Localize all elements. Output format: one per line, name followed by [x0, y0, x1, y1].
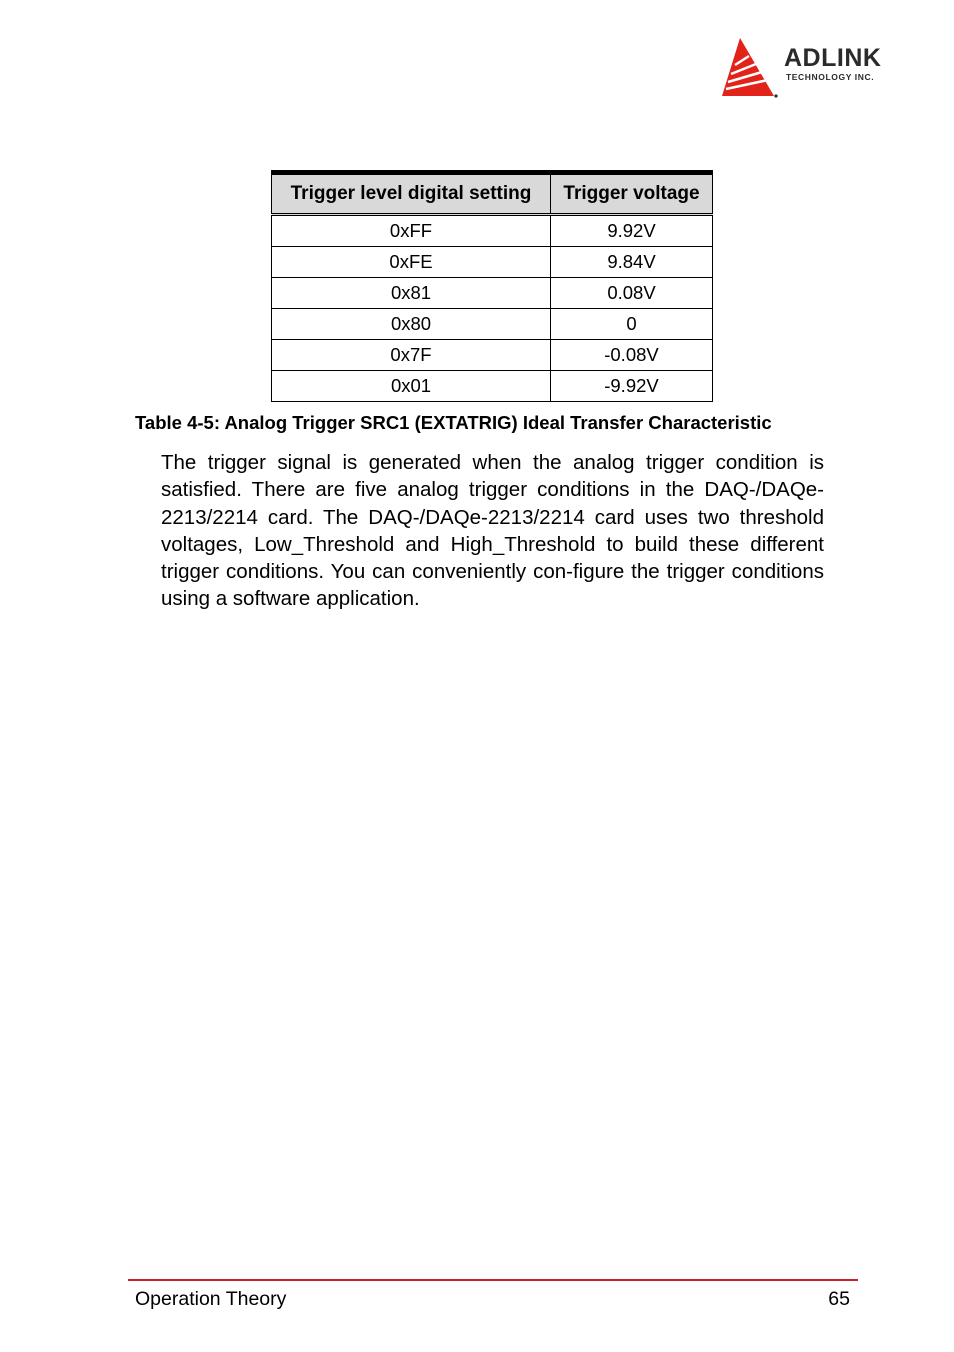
trigger-voltage-cell: 9.92V [551, 215, 713, 247]
trigger-voltage-cell: -9.92V [551, 371, 713, 402]
footer-page-number: 65 [828, 1288, 850, 1310]
table-row [272, 278, 713, 309]
trigger-voltage-cell: -0.08V [551, 340, 713, 371]
logo-subtitle: TECHNOLOGY INC. [786, 72, 875, 82]
adlink-logo [718, 36, 914, 100]
body-paragraph: The trigger signal is generated when the analog trigger condition is satisfied. There are five analog trigger conditions in the DAQ-/DAQe-2213/2214 card. The DAQ-/DAQe-2213/2214 card uses two threshold voltages, Low_Threshold and High_Threshold to build these different trigger conditions. You can conveniently con-figure the trigger conditions using a software application. [161, 451, 824, 611]
trigger-level-table [271, 170, 713, 402]
footer-section-title: Operation Theory [135, 1288, 287, 1310]
digital-setting-cell: 0xFF [272, 215, 551, 247]
column-header-digital-setting: Trigger level digital setting [272, 173, 551, 215]
table-header-row [272, 173, 713, 215]
trigger-voltage-cell: 0 [551, 309, 713, 340]
digital-setting-cell: 0x01 [272, 371, 551, 402]
table-row [272, 215, 713, 247]
trigger-voltage-cell: 9.84V [551, 247, 713, 278]
table-caption: Table 4-5: Analog Trigger SRC1 (EXTATRIG) Ideal Transfer Characteristic [135, 412, 772, 433]
digital-setting-cell: 0x7F [272, 340, 551, 371]
table-row [272, 247, 713, 278]
table-row [272, 371, 713, 402]
footer-divider [128, 1279, 858, 1281]
column-header-trigger-voltage: Trigger voltage [551, 173, 713, 215]
adlink-triangle-icon [718, 36, 782, 100]
digital-setting-cell: 0x80 [272, 309, 551, 340]
logo-name: ADLINK [784, 44, 882, 72]
table-row [272, 340, 713, 371]
digital-setting-cell: 0xFE [272, 247, 551, 278]
digital-setting-cell: 0x81 [272, 278, 551, 309]
table-row [272, 309, 713, 340]
trigger-voltage-cell: 0.08V [551, 278, 713, 309]
